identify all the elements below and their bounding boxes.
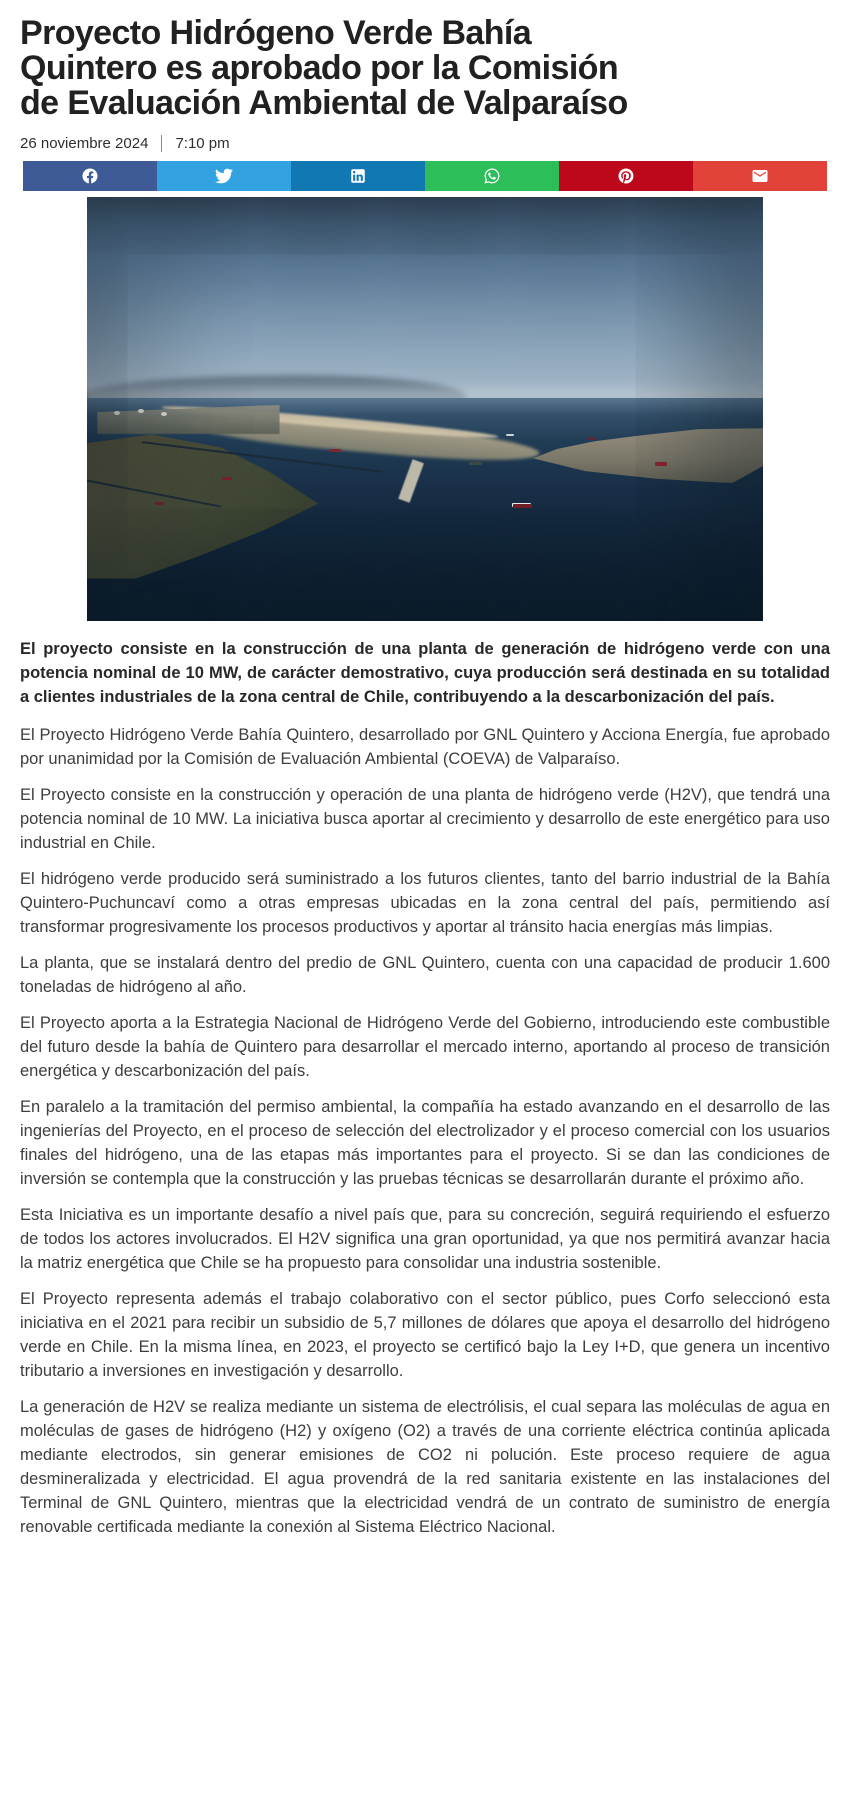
page-title <box>20 16 830 121</box>
linkedin-icon <box>349 167 367 185</box>
meta-divider <box>161 135 162 152</box>
email-icon <box>751 167 769 185</box>
paragraph: En paralelo a la tramitación del permiso ambiental, la compañía ha estado avanzando en el desarrollo de las ingenierías del Proyecto, en el proceso de selección del electrolizador y el proceso comercial con los usuarios finales del hidrógeno, una de las etapas más importantes para el proyecto. Si se dan las condiciones de inversión se contempla que la construcción y las pruebas técnicas se desarrollarán durante el próximo año. <box>20 1098 830 1188</box>
paragraph: La generación de H2V se realiza mediante un sistema de electrólisis, el cual separa las moléculas de agua en moléculas de gases de hidrógeno (H2) y oxígeno (O2) a través de una corriente eléctrica continúa aplicada mediante electrodos, sin generar emisiones de CO2 ni polución. Este proceso requiere de agua desmineralizada y electricidad. El agua provendrá de la red sanitaria existente en las instalaciones del Terminal de GNL Quintero, mientras que la electricidad vendrá de un contrato de suministro de energía renovable certificada mediante la conexión al Sistema Eléctrico Nacional. <box>20 1398 830 1536</box>
share-whatsapp-button[interactable] <box>425 161 559 191</box>
ship <box>655 462 667 466</box>
ship <box>513 504 532 508</box>
share-twitter-button[interactable] <box>157 161 291 191</box>
ship <box>587 437 596 440</box>
whatsapp-icon <box>483 167 501 185</box>
paragraph: Esta Iniciativa es un importante desafío a nivel país que, para su concreción, seguirá requiriendo el esfuerzo de todos los actores involucrados. El H2V significa una gran oportunidad, ya que nos permitirá avanzar hacia la matriz energética que Chile se ha propuesto para consolidar una industria sostenible. <box>20 1206 830 1272</box>
share-pinterest-button[interactable] <box>559 161 693 191</box>
paragraph: La planta, que se instalará dentro del predio de GNL Quintero, cuenta con una capacidad de producir 1.600 toneladas de hidrógeno al año. <box>20 954 830 996</box>
ship <box>222 477 232 480</box>
paragraph: El Proyecto representa además el trabajo colaborativo con el sector público, pues Corfo seleccionó esta iniciativa en el 2021 para recibir un subsidio de 5,7 millones de dólares que apoya el desarrollo del hidrógeno verde en Chile. En la misma línea, en 2023, el proyecto se certificó bajo la Ley I+D, que genera un incentivo tributario a inversiones en investigación y desarrollo. <box>20 1290 830 1380</box>
publish-time: 7:10 pm <box>175 135 230 152</box>
article-page <box>0 16 850 1539</box>
storage-tank <box>138 409 144 413</box>
ship <box>469 462 482 465</box>
title-line-1: Proyecto Hidrógeno Verde Bahía <box>20 14 532 52</box>
article-body <box>20 637 830 1539</box>
paragraph: El Proyecto Hidrógeno Verde Bahía Quintero, desarrollado por GNL Quintero y Acciona Energía, fue aprobado por unanimidad por la Comisión de Evaluación Ambiental (COEVA) de Valparaíso. <box>20 726 830 768</box>
twitter-icon <box>215 167 233 185</box>
paragraph: El hidrógeno verde producido será suministrado a los futuros clientes, tanto del barrio industrial de la Bahía Quintero-Puchuncaví como a otras empresas ubicadas en la zona central del país, permitiendo así transformar progresivamente los procesos productivos y aportar al tránsito hacia energías más limpias. <box>20 870 830 936</box>
share-email-button[interactable] <box>693 161 827 191</box>
sky <box>87 197 763 401</box>
intro-paragraph: El proyecto consiste en la construcción de una planta de generación de hidrógeno verde con una potencia nominal de 10 MW, de carácter demostrativo, cuya producción será destinada en su totalidad a clientes industriales de la zona central de Chile, contribuyendo a la descarbonización del país. <box>20 640 830 706</box>
title-line-2: Quintero es aprobado por la Comisión <box>20 49 619 87</box>
hero-image-aerial-quintero-bay <box>87 197 763 621</box>
ship <box>330 449 341 452</box>
ship <box>506 434 514 436</box>
paragraph: El Proyecto aporta a la Estrategia Nacional de Hidrógeno Verde del Gobierno, introduciendo este combustible del futuro desde la bahía de Quintero para desarrollar el mercado interno, aportando al proceso de transición energética y descarbonización del país. <box>20 1014 830 1080</box>
share-facebook-button[interactable] <box>23 161 157 191</box>
pinterest-icon <box>617 167 635 185</box>
article-meta <box>20 135 830 152</box>
title-line-3: de Evaluación Ambiental de Valparaíso <box>20 84 628 122</box>
ship <box>155 502 164 505</box>
facebook-icon <box>81 167 99 185</box>
publish-date: 26 noviembre 2024 <box>20 135 149 152</box>
social-share-bar <box>23 161 827 191</box>
share-linkedin-button[interactable] <box>291 161 425 191</box>
paragraph: El Proyecto consiste en la construcción y operación de una planta de hidrógeno verde (H2V), que tendrá una potencia nominal de 10 MW. La iniciativa busca aportar al crecimiento y desarrollo de este energético para uso industrial en Chile. <box>20 786 830 852</box>
